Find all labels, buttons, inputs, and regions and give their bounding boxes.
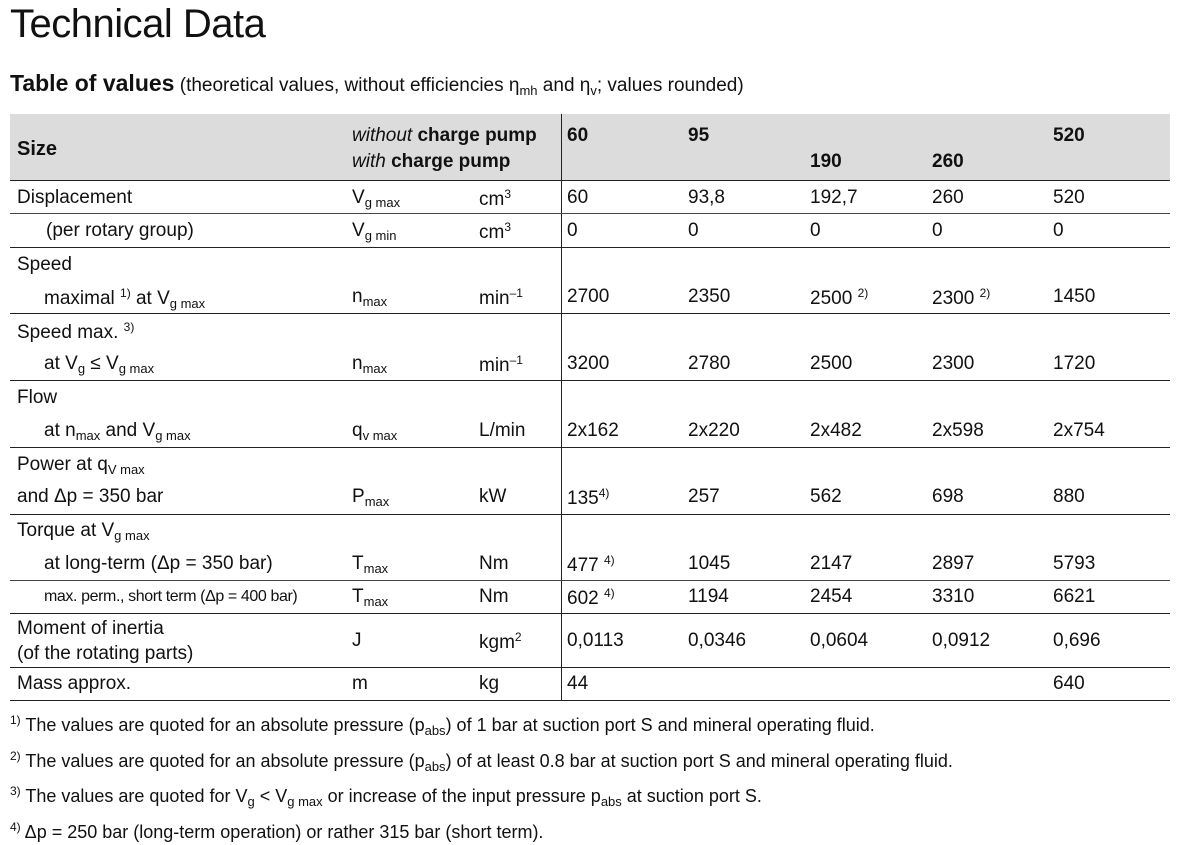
symbol: [352, 586, 388, 609]
label-text: at V: [44, 353, 78, 374]
torque-sublabel: at long-term (Δp = 350 bar): [44, 553, 273, 575]
value-cell: 1720: [1053, 353, 1095, 375]
subtitle-sub: mh: [519, 83, 537, 98]
value-cell: 0: [688, 220, 699, 242]
with-bold: charge pump: [391, 151, 510, 172]
value-cell: 2x220: [688, 420, 740, 442]
speed-label: Speed: [17, 254, 72, 276]
symbol-main: T: [352, 586, 364, 607]
footnote-ref: 1): [120, 286, 131, 300]
column-divider: [561, 114, 562, 180]
label-text: Torque at V: [17, 520, 114, 541]
power-sublabel: and Δp = 350 bar: [17, 486, 163, 508]
label-text: Speed max.: [17, 322, 124, 343]
unit-main: kgm: [479, 632, 515, 653]
value-cell: 0,696: [1053, 630, 1101, 652]
without-pump-label: [352, 125, 537, 147]
label-sub: V max: [108, 462, 145, 477]
footnote-mark: 4): [10, 820, 21, 834]
value-cell: 2x482: [810, 420, 862, 442]
value-cell: 44: [567, 673, 588, 695]
table-row-torque-short: [10, 581, 1170, 614]
footnote-text: at suction port S.: [622, 786, 762, 806]
value-cell: 880: [1053, 486, 1085, 508]
symbol: [352, 553, 388, 576]
symbol: m: [352, 673, 368, 695]
symbol: [352, 220, 396, 243]
symbol-sub: max: [364, 561, 389, 576]
size-520: 520: [1053, 125, 1085, 147]
torque-short-label: max. perm., short term (Δp = 400 bar): [44, 588, 297, 606]
footnote-1: [10, 708, 953, 744]
label-text: at V: [131, 288, 170, 309]
unit-sup: –1: [510, 286, 523, 300]
symbol-main: q: [352, 420, 363, 441]
value-cell: 0: [932, 220, 943, 242]
table-row-flow: [10, 381, 1170, 448]
unit-main: min: [479, 288, 510, 309]
size-header: Size: [17, 138, 57, 161]
footnote-3: [10, 779, 953, 815]
footnote-text: ) of at least 0.8 bar at suction port S and mineral operating fluid.: [446, 751, 953, 771]
without-bold: charge pump: [417, 125, 536, 146]
label-sub: g max: [114, 528, 149, 543]
table-row-mass: [10, 668, 1170, 701]
value-cell: 1450: [1053, 286, 1095, 308]
value-cell: 0,0912: [932, 630, 990, 652]
value-cell: 2300: [932, 353, 974, 375]
table-heading: Table of values: [10, 70, 174, 96]
label-text: ≤ V: [85, 353, 119, 374]
unit: Nm: [479, 553, 509, 575]
symbol-sub: g max: [365, 195, 400, 210]
value-cell: 0: [567, 220, 578, 242]
value-cell: 2700: [567, 286, 609, 308]
value-cell: 698: [932, 486, 964, 508]
symbol-main: V: [352, 220, 365, 241]
unit: [479, 353, 523, 377]
footnote-text: The values are quoted for an absolute pressure (p: [21, 715, 425, 735]
symbol-sub: max: [363, 294, 388, 309]
unit-main: cm: [479, 189, 504, 210]
footnote-text: Δp = 250 bar (long-term operation) or rather 315 bar (short term).: [21, 822, 544, 842]
value-cell: 1194: [688, 586, 729, 608]
symbol-main: n: [352, 286, 363, 307]
label-sub: g max: [170, 296, 205, 311]
footnote-ref: 4): [604, 553, 615, 567]
label-sub: g max: [155, 428, 190, 443]
unit-sup: –1: [510, 353, 523, 367]
symbol-main: V: [352, 187, 365, 208]
unit: [479, 220, 511, 244]
table-subtitle: [10, 70, 744, 98]
unit-main: cm: [479, 222, 504, 243]
table-header: [10, 114, 1170, 181]
subtitle-text: ; values rounded): [597, 75, 744, 96]
value-cell: 2x598: [932, 420, 984, 442]
footnote-sub: abs: [425, 759, 446, 774]
value-cell: 3310: [932, 586, 974, 608]
value-cell: 93,8: [688, 187, 725, 209]
value-text: 2300: [932, 288, 974, 309]
torque-label: [17, 520, 150, 543]
value-cell: [810, 286, 868, 310]
value-text: 477: [567, 555, 599, 576]
symbol: [352, 353, 387, 376]
column-divider: [561, 381, 562, 447]
page-title: Technical Data: [10, 2, 265, 47]
footnote-text: or increase of the input pressure p: [323, 786, 601, 806]
unit: kW: [479, 486, 506, 508]
table-row-speed-max: [10, 314, 1170, 381]
label-text: and V: [100, 420, 155, 441]
label-sub: g max: [119, 361, 154, 376]
footnote-ref: 4): [604, 586, 615, 600]
speed-sublabel: [44, 286, 205, 311]
label-text: maximal: [44, 288, 120, 309]
unit: L/min: [479, 420, 525, 442]
unit: Nm: [479, 586, 509, 608]
column-divider: [561, 181, 562, 213]
symbol-sub: max: [365, 494, 390, 509]
footnote-ref: 2): [858, 286, 869, 300]
value-cell: 0,0346: [688, 630, 746, 652]
size-60: 60: [567, 125, 588, 147]
unit: [479, 286, 523, 310]
symbol-sub: g min: [365, 228, 397, 243]
column-divider: [561, 515, 562, 580]
value-text: 135: [567, 488, 599, 509]
value-cell: 0,0604: [810, 630, 868, 652]
value-cell: [567, 586, 615, 610]
footnote-sub: g: [247, 794, 254, 809]
symbol: [352, 286, 387, 309]
value-cell: 0,0113: [567, 630, 624, 652]
column-divider: [561, 314, 562, 380]
footnote-text: The values are quoted for an absolute pressure (p: [21, 751, 425, 771]
value-cell: 2897: [932, 553, 974, 575]
symbol-main: n: [352, 353, 363, 374]
footnote-2: [10, 744, 953, 780]
unit-sup: 3: [504, 187, 511, 201]
value-cell: [567, 486, 609, 510]
label-sub: g: [78, 361, 85, 376]
value-cell: 60: [567, 187, 588, 209]
symbol: [352, 420, 397, 443]
size-95: 95: [688, 125, 709, 147]
footnote-4: [10, 815, 953, 845]
footnote-sub: abs: [425, 723, 446, 738]
value-text: 2500: [810, 288, 852, 309]
subtitle-text: (theoretical values, without efficiencies η: [180, 75, 520, 96]
footnote-mark: 3): [10, 784, 21, 798]
value-cell: 2500: [810, 353, 852, 375]
footnote-mark: 2): [10, 749, 21, 763]
value-cell: 0: [1053, 220, 1064, 242]
with-italic: with: [352, 151, 386, 172]
unit-sup: 3: [504, 220, 511, 234]
column-divider: [561, 448, 562, 514]
label-text: at n: [44, 420, 76, 441]
footnotes: [10, 708, 953, 845]
inertia-label: Moment of inertia: [17, 618, 164, 640]
footnote-sub: g max: [287, 794, 322, 809]
footnote-text: The values are quoted for V: [21, 786, 248, 806]
symbol: [352, 187, 400, 210]
value-cell: 520: [1053, 187, 1085, 209]
column-divider: [561, 214, 562, 247]
column-divider: [561, 248, 562, 313]
symbol-sub: max: [363, 361, 388, 376]
footnote-ref: 3): [124, 320, 135, 334]
unit: [479, 187, 511, 211]
footnote-mark: 1): [10, 713, 21, 727]
value-cell: 1045: [688, 553, 730, 575]
with-pump-label: [352, 151, 510, 173]
value-cell: 3200: [567, 353, 609, 375]
footnote-text: ) of 1 bar at suction port S and mineral operating fluid.: [446, 715, 875, 735]
value-cell: 192,7: [810, 187, 858, 209]
symbol: J: [352, 630, 362, 652]
without-italic: without: [352, 125, 412, 146]
value-cell: 2147: [810, 553, 852, 575]
value-cell: 0: [810, 220, 821, 242]
subtitle-text: and η: [538, 75, 591, 96]
speed-max-label: [17, 320, 134, 344]
table-row-power: [10, 448, 1170, 515]
value-cell: 2350: [688, 286, 730, 308]
value-cell: 2454: [810, 586, 852, 608]
table-row-inertia: [10, 614, 1170, 668]
unit: kg: [479, 673, 499, 695]
label-sub: max: [76, 428, 101, 443]
unit-main: min: [479, 355, 510, 376]
table-row-speed: [10, 248, 1170, 314]
unit-sup: 2: [515, 630, 522, 644]
footnote-ref: 4): [599, 486, 610, 500]
column-divider: [561, 668, 562, 700]
subtitle-sub: v: [590, 83, 597, 98]
power-label: [17, 454, 145, 477]
value-cell: 562: [810, 486, 842, 508]
displacement-label: Displacement: [17, 187, 132, 209]
symbol: [352, 486, 389, 509]
value-cell: 6621: [1053, 586, 1095, 608]
displacement-sublabel: (per rotary group): [46, 220, 194, 242]
label-text: Power at q: [17, 454, 108, 475]
value-cell: 2x162: [567, 420, 619, 442]
flow-sublabel: [44, 420, 191, 443]
value-text: 602: [567, 588, 599, 609]
column-divider: [561, 581, 562, 613]
inertia-sublabel: (of the rotating parts): [17, 643, 193, 665]
symbol-sub: v max: [363, 428, 398, 443]
value-cell: 640: [1053, 673, 1085, 695]
size-260: 260: [932, 151, 964, 173]
table-row-displacement-max: [10, 181, 1170, 214]
values-table: [10, 114, 1170, 701]
footnote-sub: abs: [601, 794, 622, 809]
value-cell: [567, 553, 615, 577]
mass-label: Mass approx.: [17, 673, 131, 695]
value-cell: [932, 286, 990, 310]
value-cell: 2x754: [1053, 420, 1105, 442]
symbol-main: P: [352, 486, 365, 507]
symbol-main: T: [352, 553, 364, 574]
unit: [479, 630, 522, 654]
value-cell: 260: [932, 187, 964, 209]
value-cell: 5793: [1053, 553, 1095, 575]
table-row-displacement-min: [10, 214, 1170, 248]
footnote-text: < V: [255, 786, 288, 806]
footnote-ref: 2): [980, 286, 991, 300]
size-190: 190: [810, 151, 842, 173]
table-row-torque: [10, 515, 1170, 581]
column-divider: [561, 614, 562, 667]
symbol-sub: max: [364, 594, 389, 609]
value-cell: 2780: [688, 353, 730, 375]
value-cell: 257: [688, 486, 720, 508]
speed-max-sublabel: [44, 353, 154, 376]
flow-label: Flow: [17, 387, 57, 409]
